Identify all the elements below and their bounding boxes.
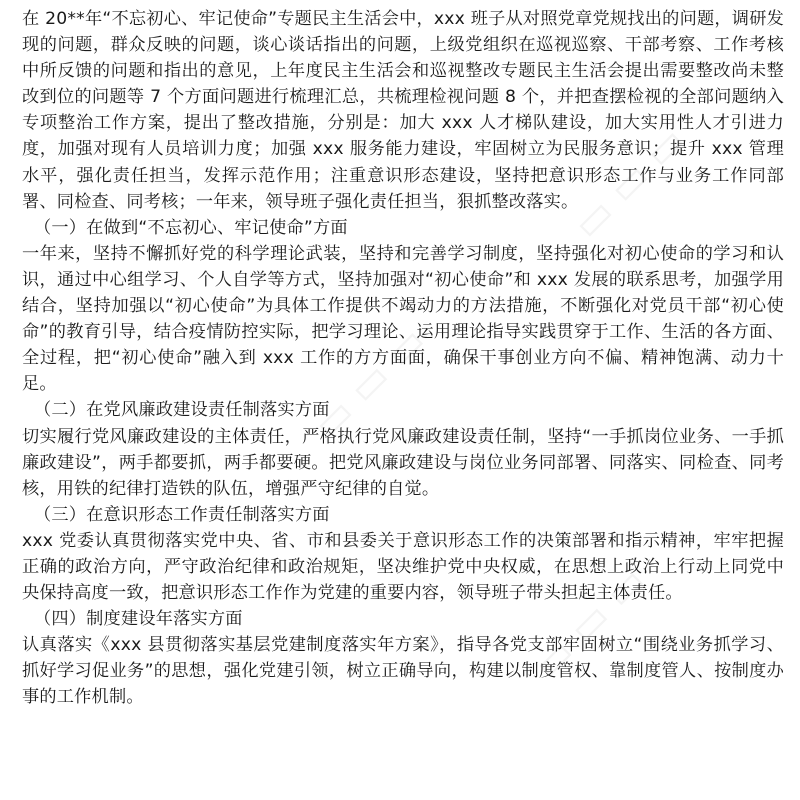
section-body-3: xxx 党委认真贯彻落实党中央、省、市和县委关于意识形态工作的决策部署和指示精神，牢牢把握正确的政治方向，严守政治纪律和政治规矩，坚决维护党中央权威，在思想上政治上行动上同党中央保持高度一致，把意识形态工作作为党建的重要内容，领导班子带头担起主体责任。 <box>22 530 784 604</box>
section-heading-4: （四）制度建设年落实方面 <box>34 609 243 630</box>
section-body-2: 切实履行党风廉政建设的主体责任，严格执行党风廉政建设责任制，坚持“一手抓岗位业务、一手抓廉政建设”，两手都要抓，两手都要硬。把党风廉政建设与岗位业务同部署、同落实、同检查、同考核，用铁的纪律打造铁的队伍，增强严守纪律的自觉。 <box>22 426 784 499</box>
section-heading-3: （三）在意识形态工作责任制落实方面 <box>34 504 330 525</box>
document-body <box>22 6 784 711</box>
section-body-4: 认真落实《xxx 县贯彻落实基层党建制度落实年方案》，指导各党支部牢固树立“围绕业务抓学习、抓好学习促业务”的思想，强化党建引领，树立正确导向，构建以制度管权、靠制度管人、按制度办事的工作机制。 <box>22 635 784 708</box>
watermark: ▭ ▭ ▭ <box>524 557 655 689</box>
section-heading-1: （一）在做到“不忘初心、牢记使命”方面 <box>34 217 348 238</box>
section-heading-2: （二）在党风廉政建设责任制落实方面 <box>34 400 330 421</box>
intro-paragraph: 在 20**年“不忘初心、牢记使命”专题民主生活会中，xxx 班子从对照党章党规找出的问题，调研发现的问题，群众反映的问题，谈心谈话指出的问题，上级党组织在巡视巡察、干部考察、工作考核中所反馈的问题和指出的意见，上年度民主生活会和巡视整改专题民主生活会提出需要整改尚未整改到位的问题等 7 个方面问题进行梳理汇总，共梳理检视问题 8 个，并把查摆检视的全部问题纳入专项整治工作方案，提出了整改措施，分别是：加大 xxx 人才梯队建设，加大实用性人才引进力度，加强对现有人员培训力度；加强 xxx 服务能力建设，牢固树立为民服务意识；提升 xxx 管理水平，强化责任担当，发挥示范作用；注重意识形态建设，坚持把意识形态工作与业务工作同部署、同检查、同考核；一年来，领导班子强化责任担当，狠抓整改落实。 <box>22 9 784 212</box>
watermark: ▭ ▭ ▭ <box>304 317 435 449</box>
watermark: ▭ ▭ ▭ <box>564 117 695 249</box>
section-body-1: 一年来，坚持不懈抓好党的科学理论武装，坚持和完善学习制度，坚持强化对初心使命的学习和认识，通过中心组学习、个人自学等方式，坚持加强对“初心使命”和 xxx 发展的联系思考，加强学用结合，坚持加强以“初心使命”为具体工作提供不竭动力的方法措施，不断强化对党员干部“初心使命”的教育引导，结合疫情防控实际，把学习理论、运用理论指导实践贯穿于工作、生活的各方面、全过程，把“初心使命”融入到 xxx 工作的方方面面，确保干事创业方向不偏、精神饱满、动力十足。 <box>22 243 784 395</box>
